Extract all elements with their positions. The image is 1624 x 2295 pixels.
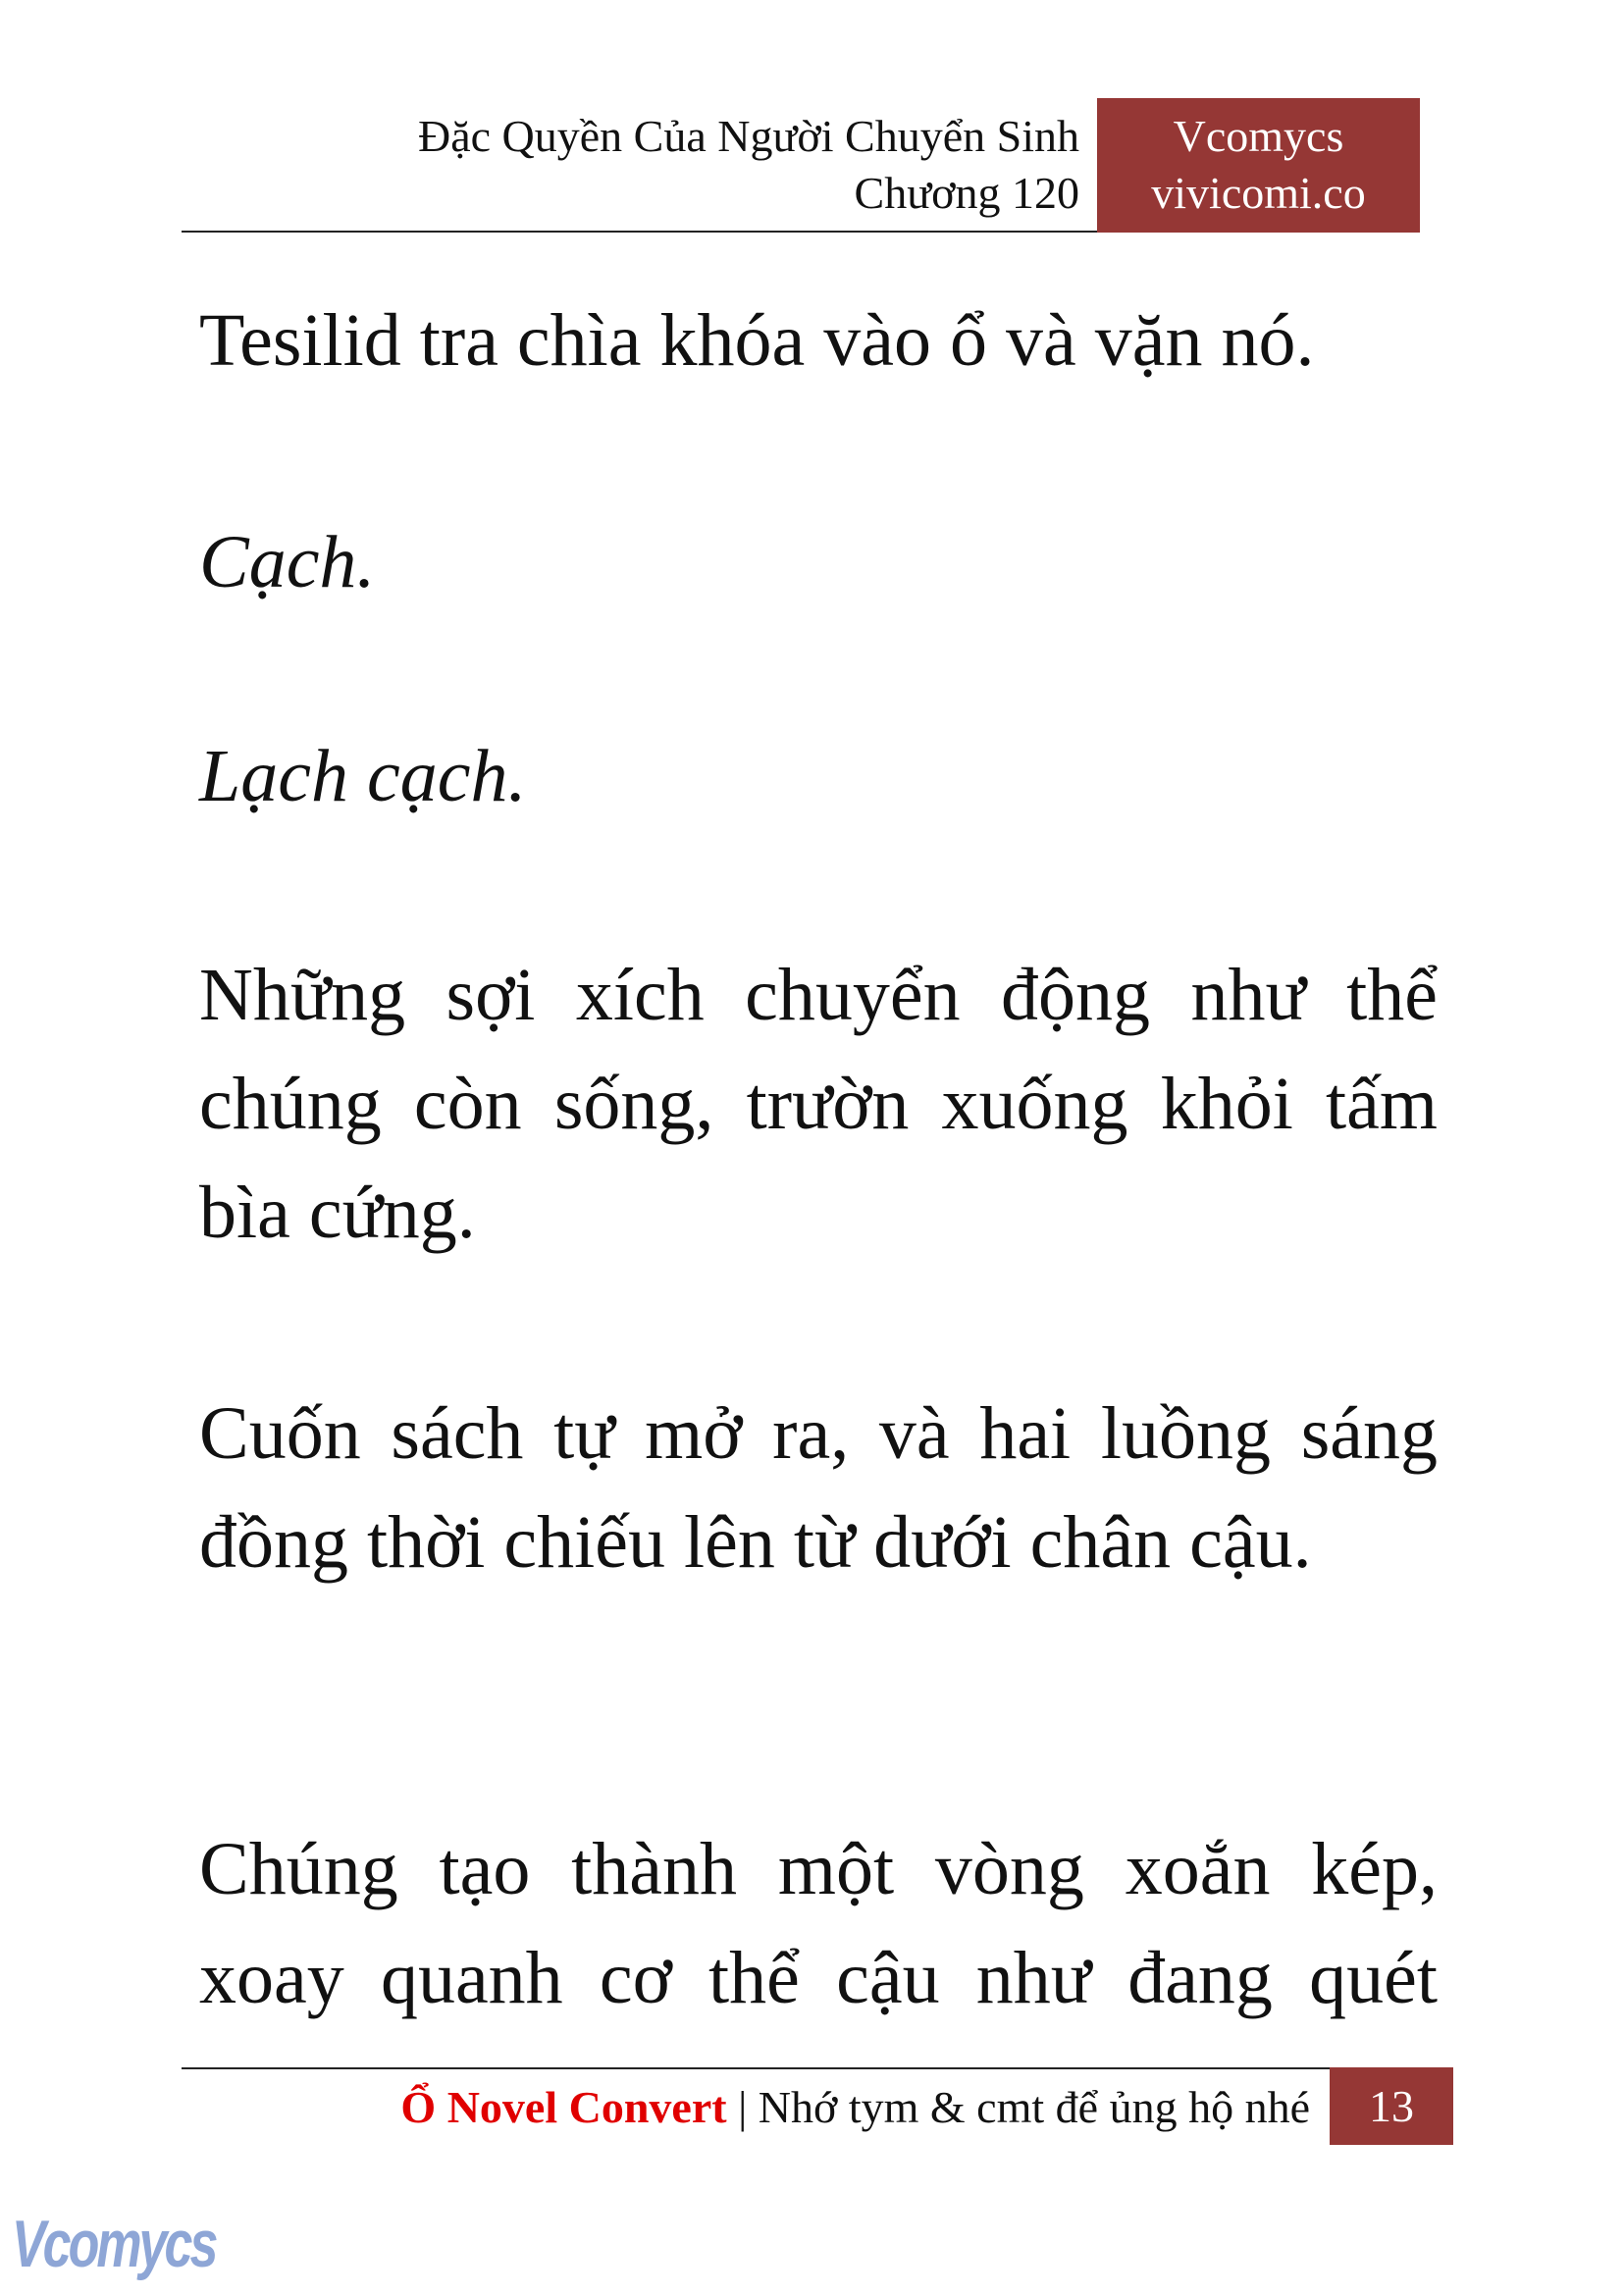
chapter-label: Chương 120 xyxy=(854,168,1079,218)
paragraph: Chúng tạo thành một vòng xoắn kép, xoay quanh cơ thể cậu như đang quét xyxy=(199,1828,1438,2019)
paragraph: Cuốn sách tự mở ra, và hai luồng sáng đồng thời chiếu lên từ dưới chân cậu. xyxy=(199,1392,1438,1584)
footer-message: Nhớ tym & cmt để ủng hộ nhé xyxy=(758,2082,1310,2132)
footer-divider xyxy=(182,2067,1330,2069)
footer-separator: | xyxy=(738,2082,748,2132)
book-title: Đặc Quyền Của Người Chuyển Sinh xyxy=(417,111,1079,161)
paragraph: Tesilid tra chìa khóa vào ổ và vặn nó. xyxy=(199,299,1315,382)
page-number: 13 xyxy=(1330,2067,1453,2145)
watermark-logo: Vcomycs xyxy=(12,2208,216,2282)
footer-brand: Ổ Novel Convert xyxy=(400,2082,727,2132)
badge-site-url: vivicomi.co xyxy=(1151,168,1366,218)
header-title-block xyxy=(418,108,1079,222)
paragraph: Những sợi xích chuyển động như thể chúng còn sống, trườn xuống khỏi tấm bìa cứng. xyxy=(199,954,1438,1254)
header-badge xyxy=(1097,98,1420,233)
paragraph: Lạch cạch. xyxy=(199,735,527,817)
paragraph: Cạch. xyxy=(199,521,376,603)
header-divider xyxy=(182,231,1097,233)
footer-text xyxy=(400,2078,1310,2137)
badge-site-name: Vcomycs xyxy=(1173,111,1344,161)
